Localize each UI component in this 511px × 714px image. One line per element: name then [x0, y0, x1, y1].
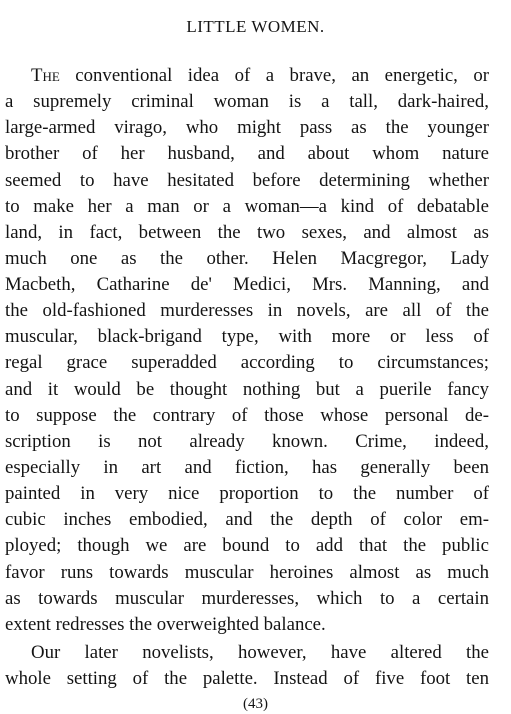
page-number: (43) — [243, 696, 268, 712]
paragraph-1-line-11: muscular, black-brigand type, with more or less of — [5, 326, 489, 347]
paragraph-1-line-15: scription is not already known. Crime, indeed, — [5, 431, 489, 452]
paragraph-1-line-3: large-armed virago, who might pass as the younger — [5, 117, 489, 138]
paragraph-1-line-8: much one as the other. Helen Macgregor, Lady — [5, 248, 489, 269]
paragraph-1-line-2: a supremely criminal woman is a tall, dark-haired, — [5, 91, 489, 112]
paragraph-1-line-16: especially in art and fiction, has generally been — [5, 457, 489, 478]
paragraph-1-line-19: ployed; though we are bound to add that the public — [5, 535, 489, 556]
paragraph-1-line-20: favor runs towards muscular heroines almost as much — [5, 562, 489, 583]
paragraph-1-line-6: to make her a man or a woman—a kind of debatable — [5, 196, 489, 217]
paragraph-1-line-13: and it would be thought nothing but a puerile fancy — [5, 379, 489, 400]
line-text: conventional idea of a brave, an energetic, or — [59, 65, 489, 86]
paragraph-1-line-21: as towards muscular murderesses, which to a certain — [5, 588, 489, 609]
paragraph-1-line-18: cubic inches embodied, and the depth of color em- — [5, 509, 489, 530]
paragraph-1-line-17: painted in very nice proportion to the number of — [5, 483, 489, 504]
paragraph-1-line-9: Macbeth, Catharine de' Medici, Mrs. Manning, and — [5, 274, 489, 295]
paragraph-2-line-2: whole setting of the palette. Instead of five foot ten — [5, 668, 489, 689]
paragraph-1-line-10: the old-fashioned murderesses in novels, are all of the — [5, 300, 489, 321]
running-title: LITTLE WOMEN. — [186, 17, 325, 36]
drop-word: The — [31, 65, 60, 86]
paragraph-1-line-22: extent redresses the overweighted balance. — [5, 614, 326, 635]
paragraph-2-line-1: Our later novelists, however, have altered the — [31, 642, 489, 663]
paragraph-1-line-5: seemed to have hesitated before determining whether — [5, 170, 489, 191]
paragraph-1-line-12: regal grace superadded according to circumstances; — [5, 352, 489, 373]
paragraph-1-line-14: to suppose the contrary of those whose personal de- — [5, 405, 489, 426]
paragraph-1-line-7: land, in fact, between the two sexes, and almost as — [5, 222, 489, 243]
paragraph-1-line-4: brother of her husband, and about whom nature — [5, 143, 489, 164]
paragraph-1-line-1 — [31, 63, 489, 89]
